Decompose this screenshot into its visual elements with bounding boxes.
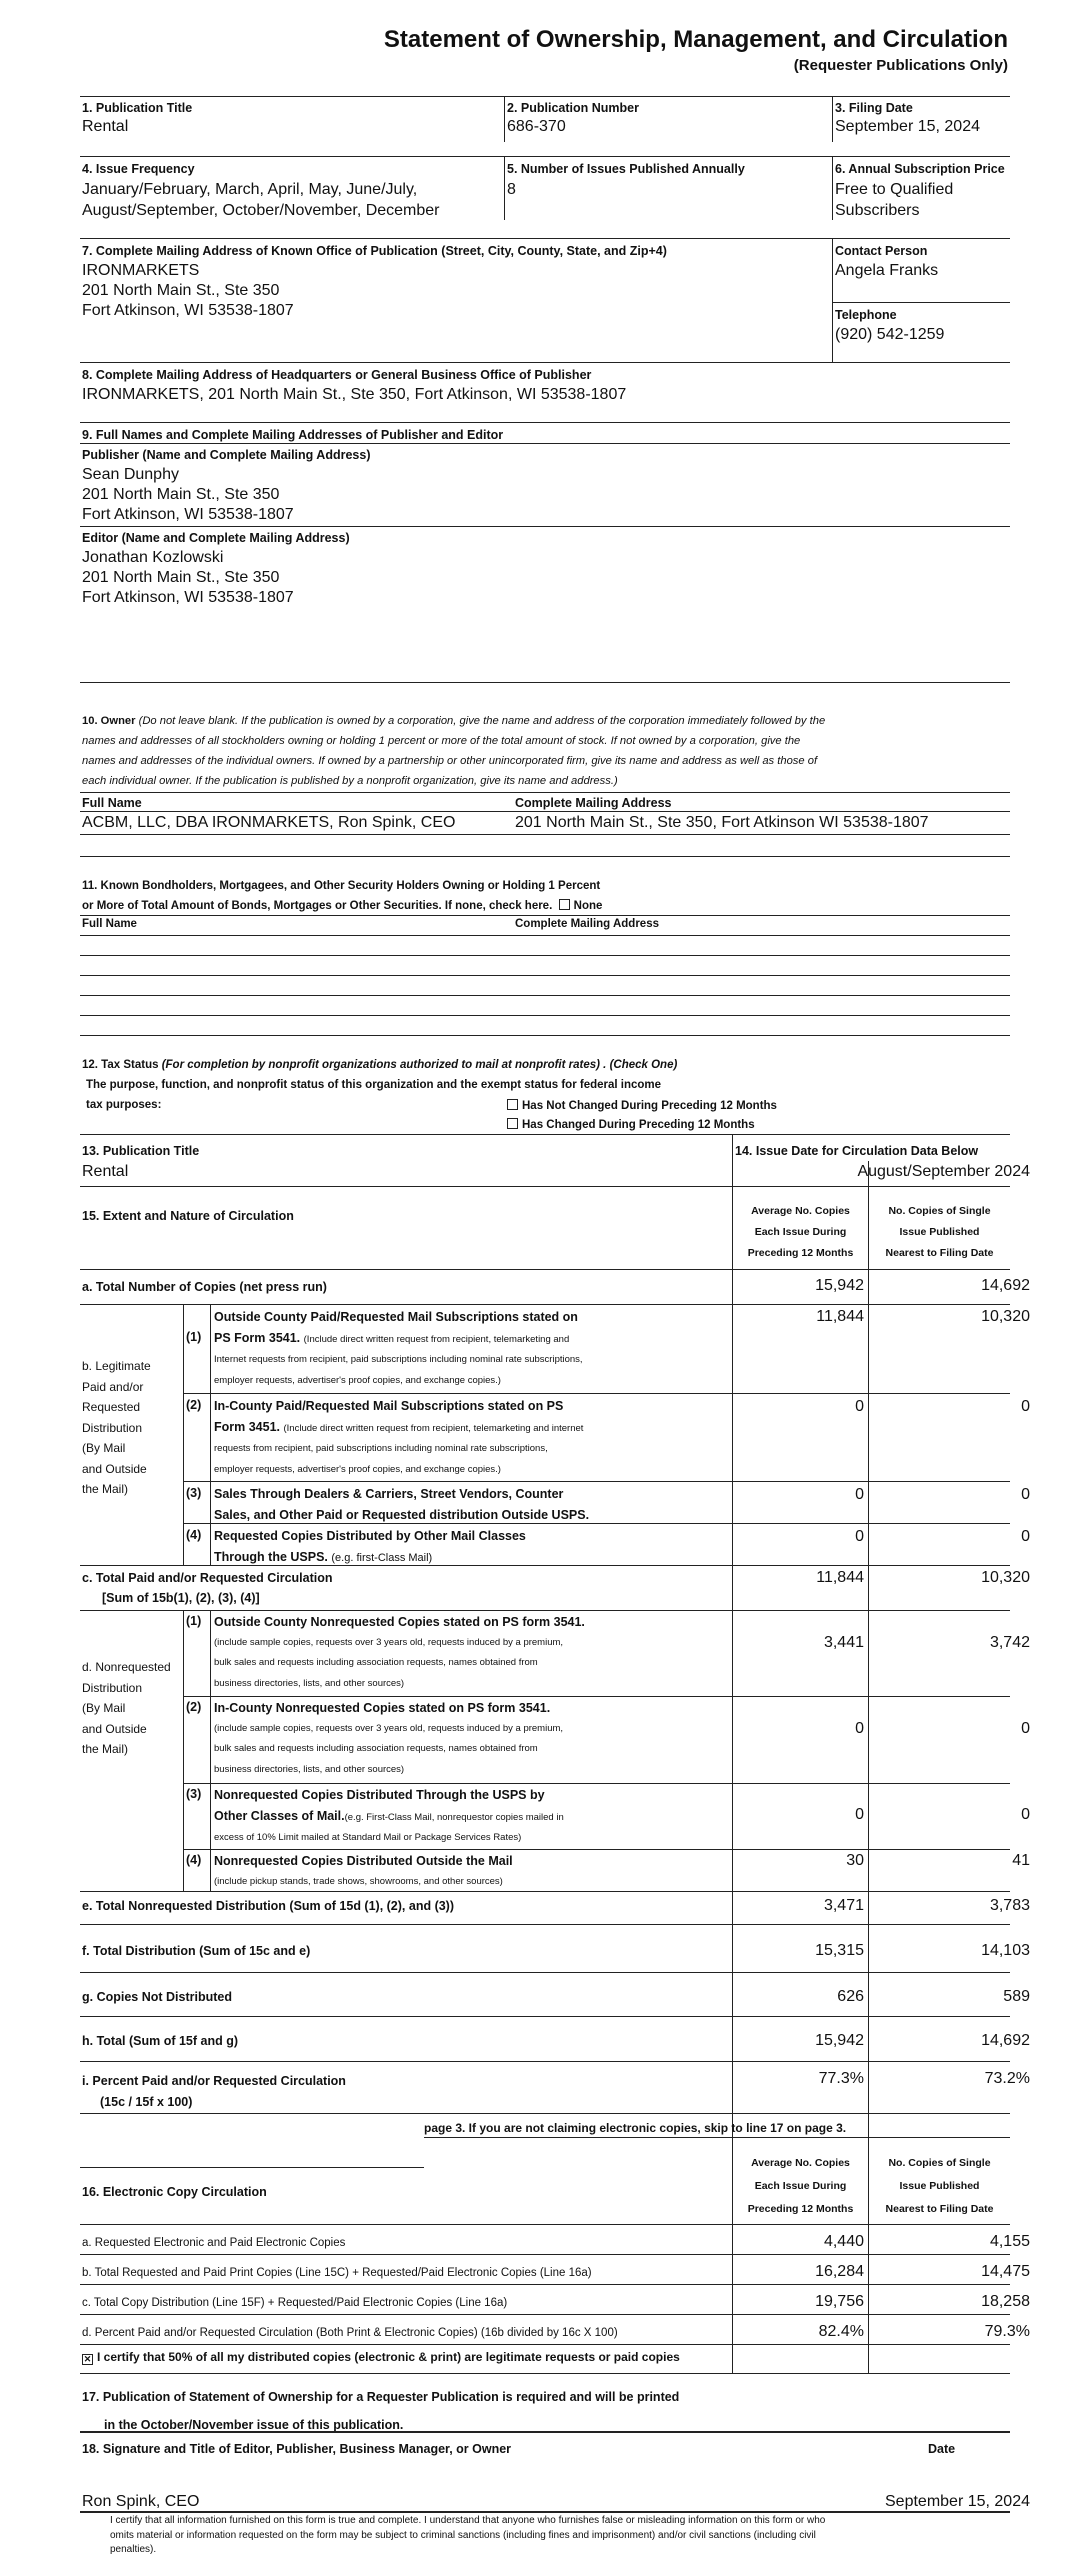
row-16d-avg: 82.4% [818, 2323, 864, 2340]
editor-name: Jonathan Kozlowski [82, 549, 224, 566]
row-a-single: 14,692 [981, 1277, 1030, 1294]
row-d4-avg: 30 [846, 1852, 864, 1869]
row-c-label: c. Total Paid and/or Requested Circulation [Sum of 15b(1), (2), (3), (4)] [82, 1571, 333, 1605]
signature-date: September 15, 2024 [885, 2493, 1030, 2510]
row-a-avg: 15,942 [815, 1277, 864, 1294]
avg-copies-header: Average No. Copies Each Issue During Preceding 12 Months [747, 1205, 854, 1259]
owner-address: 201 North Main St., Ste 350, Fort Atkinson WI 53538-1807 [515, 814, 929, 831]
row-e-avg: 3,471 [823, 1897, 864, 1914]
row-g-avg: 626 [837, 1988, 864, 2005]
office-address-line1: IRONMARKETS [82, 262, 200, 279]
row-b1-text: Outside County Paid/Requested Mail Subscriptions stated on PS Form 3541. (Include direct written request from recipient, telemarketing and Internet requests from recipient, paid subscriptions including nominal rate subscriptions, employer requests, advertiser's proof copies, and exchange copies.) [214, 1310, 583, 1386]
row-d4-num: (4) [186, 1853, 202, 1867]
row-b3-text: Sales Through Dealers & Carriers, Street Vendors, Counter Sales, and Other Paid or Requested distribution Outside USPS. [214, 1487, 590, 1522]
row-d1-num: (1) [186, 1614, 202, 1628]
row-d-side-label: d. Nonrequested Distribution (By Mail and Outside the Mail) [82, 1660, 171, 1756]
issue-frequency-line1: January/February, March, April, May, June/July, [82, 181, 418, 198]
row-g-label: g. Copies Not Distributed [82, 1990, 232, 2004]
row-f-single: 14,103 [981, 1942, 1030, 1959]
contact-person-label: Contact Person [835, 244, 928, 258]
hq-address-label: 8. Complete Mailing Address of Headquarters or General Business Office of Publisher [82, 368, 592, 382]
electronic-circulation-label: 16. Electronic Copy Circulation [82, 2185, 267, 2199]
owner-col-name: Full Name [82, 796, 142, 810]
row-b2-single: 0 [1021, 1398, 1030, 1415]
row-h-single: 14,692 [981, 2032, 1030, 2049]
bondholders-col-address: Complete Mailing Address [515, 918, 659, 930]
bondholders-line1: 11. Known Bondholders, Mortgagees, and Other Security Holders Owning or Holding 1 Percent [82, 880, 601, 892]
row-d2-avg: 0 [855, 1720, 864, 1737]
row-16a-label: a. Requested Electronic and Paid Electronic Copies [82, 2237, 346, 2249]
row-b1-avg: 11,844 [816, 1308, 864, 1325]
issue-frequency-line2: August/September, October/November, December [82, 202, 440, 219]
row-b1-single: 10,320 [981, 1308, 1030, 1325]
row-a-label: a. Total Number of Copies (net press run) [82, 1280, 327, 1294]
subscription-price-line1: Free to Qualified [835, 181, 954, 198]
row-16b-single: 14,475 [981, 2263, 1030, 2280]
row-b2-num: (2) [186, 1398, 202, 1412]
row-c-avg: 11,844 [816, 1569, 864, 1586]
row-b2-avg: 0 [855, 1398, 864, 1415]
row-b4-num: (4) [186, 1528, 202, 1542]
e-single-copies-header: No. Copies of Single Issue Published Nearest to Filing Date [885, 2157, 994, 2215]
editor-city: Fort Atkinson, WI 53538-1807 [82, 589, 294, 606]
row-16d-label: d. Percent Paid and/or Requested Circulation (Both Print & Electronic Copies) (16b divided by 16c X 100) [82, 2327, 618, 2339]
certify-50-percent[interactable]: ✕ I certify that 50% of all my distributed copies (electronic & print) are legitimate requests or paid copies [83, 2350, 680, 2364]
row-16c-single: 18,258 [981, 2293, 1030, 2310]
owner-instructions: 10. Owner (Do not leave blank. If the publication is owned by a corporation, give the name and address of the corporation immediately followed by the names and addresses of all stockholders owning or holding 1 percent or more of the total amount of stock. If not owned by a corporation, give the names and addresses of the individual owners. If owned by a partnership or other unincorporated firm, give its name and address as well as those of each individual owner. If the publication is published by a nonprofit organization, give its name and address.) [82, 715, 826, 787]
skip-note: page 3. If you are not claiming electronic copies, skip to line 17 on page 3. [424, 2121, 847, 2135]
bondholders-col-name: Full Name [82, 918, 137, 930]
row-b3-num: (3) [186, 1486, 202, 1500]
row-d3-single: 0 [1021, 1806, 1030, 1823]
row-d2-single: 0 [1021, 1720, 1030, 1737]
tax-status-option-changed[interactable]: Has Changed During Preceding 12 Months [507, 1118, 755, 1131]
circulation-label: 15. Extent and Nature of Circulation [82, 1209, 294, 1223]
none-checkbox[interactable] [559, 899, 570, 910]
names-addresses-label: 9. Full Names and Complete Mailing Addresses of Publisher and Editor [82, 428, 504, 442]
tax-status-heading: 12. Tax Status (For completion by nonprofit organizations authorized to mail at nonprofit rates) . (Check One) [82, 1059, 678, 1071]
issue-date-label: 14. Issue Date for Circulation Data Below [735, 1144, 979, 1158]
row-e-label: e. Total Nonrequested Distribution (Sum of 15d (1), (2), and (3)) [82, 1899, 455, 1913]
e-avg-copies-header: Average No. Copies Each Issue During Preceding 12 Months [747, 2157, 854, 2215]
publication-title-value: Rental [82, 118, 129, 135]
statement-17: 17. Publication of Statement of Ownership for a Requester Publication is required and will be printed in the October/November issue of this publication. [82, 2390, 680, 2432]
publisher-label: Publisher (Name and Complete Mailing Address) [82, 448, 371, 462]
row-d3-num: (3) [186, 1787, 202, 1801]
filing-date-value: September 15, 2024 [835, 118, 980, 135]
filing-date-label: 3. Filing Date [835, 101, 913, 115]
row-b4-avg: 0 [855, 1528, 864, 1545]
row-i-label: i. Percent Paid and/or Requested Circulation (15c / 15f x 100) [82, 2074, 346, 2109]
tax-status-line2: The purpose, function, and nonprofit status of this organization and the exempt status for federal income [86, 1079, 662, 1091]
certification-fine-print: I certify that all information furnished on this form is true and complete. I understand that anyone who furnishes false or misleading information on this form or who omits material or information requested on the form may be subject to criminal sanctions (including fines and imprisonment) and/or civil sanctions (including civil penalties). [110, 2515, 826, 2555]
row-d1-text: Outside County Nonrequested Copies stated on PS form 3541. (include sample copies, requests over 3 years old, requests induced by a premium, bulk sales and requests including association requests, names obtained from business directories, lists, and other sources) [214, 1615, 585, 1689]
row-d2-num: (2) [186, 1700, 202, 1714]
issue-frequency-label: 4. Issue Frequency [82, 162, 195, 176]
row-16a-avg: 4,440 [823, 2233, 864, 2250]
row-f-label: f. Total Distribution (Sum of 15c and e) [82, 1944, 311, 1958]
row-d1-single: 3,742 [989, 1634, 1030, 1651]
pub-title-13-label: 13. Publication Title [82, 1144, 200, 1158]
certify-checkbox[interactable]: ✕ [83, 2354, 92, 2364]
row-b4-single: 0 [1021, 1528, 1030, 1545]
tax-status-option-not-changed[interactable]: Has Not Changed During Preceding 12 Months [507, 1099, 777, 1112]
tax-status-line3: tax purposes: [86, 1099, 162, 1111]
row-d4-single: 41 [1012, 1852, 1030, 1869]
issue-date-value: August/September 2024 [857, 1163, 1030, 1180]
row-b4-text: Requested Copies Distributed by Other Mail Classes Through the USPS. (e.g. first-Class Mail) [214, 1529, 526, 1564]
office-address-label: 7. Complete Mailing Address of Known Office of Publication (Street, City, County, State, and Zip+4) [82, 244, 667, 258]
publication-number-value: 686-370 [507, 118, 566, 135]
row-i-single: 73.2% [984, 2070, 1030, 2087]
row-b3-avg: 0 [855, 1486, 864, 1503]
row-i-avg: 77.3% [818, 2070, 864, 2087]
issues-per-year-label: 5. Number of Issues Published Annually [507, 162, 745, 176]
office-address-line3: Fort Atkinson, WI 53538-1807 [82, 302, 294, 319]
issues-per-year-value: 8 [507, 181, 516, 198]
publication-number-label: 2. Publication Number [507, 101, 639, 115]
telephone-value: (920) 542-1259 [835, 326, 945, 343]
publisher-city: Fort Atkinson, WI 53538-1807 [82, 506, 294, 523]
row-c-single: 10,320 [981, 1569, 1030, 1586]
row-16b-avg: 16,284 [815, 2263, 864, 2280]
changed-checkbox[interactable] [507, 1118, 518, 1129]
row-16d-single: 79.3% [984, 2323, 1030, 2340]
row-16a-single: 4,155 [989, 2233, 1030, 2250]
row-d1-avg: 3,441 [823, 1634, 864, 1651]
not-changed-checkbox[interactable] [507, 1099, 518, 1110]
row-d3-avg: 0 [855, 1806, 864, 1823]
owner-col-address: Complete Mailing Address [515, 796, 672, 810]
hq-address-value: IRONMARKETS, 201 North Main St., Ste 350, Fort Atkinson, WI 53538-1807 [82, 386, 627, 403]
row-b1-num: (1) [186, 1330, 202, 1344]
page-subtitle: (Requester Publications Only) [793, 57, 1008, 74]
date-label: Date [928, 2442, 956, 2456]
editor-street: 201 North Main St., Ste 350 [82, 569, 280, 586]
row-16b-label: b. Total Requested and Paid Print Copies (Line 15C) + Requested/Paid Electronic Copies (Line 16a) [82, 2267, 592, 2279]
row-16c-label: c. Total Copy Distribution (Line 15F) + Requested/Paid Electronic Copies (Line 16a) [82, 2297, 508, 2309]
office-address-line2: 201 North Main St., Ste 350 [82, 282, 280, 299]
row-d4-text: Nonrequested Copies Distributed Outside the Mail (include pickup stands, trade shows, showrooms, and other sources) [214, 1854, 513, 1887]
row-f-avg: 15,315 [815, 1942, 864, 1959]
row-e-single: 3,783 [989, 1897, 1030, 1914]
subscription-price-line2: Subscribers [835, 202, 920, 219]
row-g-single: 589 [1003, 1988, 1030, 2005]
row-d3-text: Nonrequested Copies Distributed Through the USPS by Other Classes of Mail.(e.g. First-Class Mail, nonrequestor copies mailed in excess of 10% Limit mailed at Standard Mail or Package Services Rates) [214, 1788, 564, 1843]
row-16c-avg: 19,756 [815, 2293, 864, 2310]
editor-label: Editor (Name and Complete Mailing Address) [82, 531, 350, 545]
single-copies-header: No. Copies of Single Issue Published Nearest to Filing Date [885, 1205, 994, 1259]
bondholders-line2: or More of Total Amount of Bonds, Mortgages or Other Securities. If none, check here. None [82, 900, 603, 912]
signature-label: 18. Signature and Title of Editor, Publisher, Business Manager, or Owner [82, 2442, 512, 2456]
page-title: Statement of Ownership, Management, and Circulation [383, 26, 1008, 53]
telephone-label: Telephone [835, 308, 897, 322]
row-d2-text: In-County Nonrequested Copies stated on PS form 3541. (include sample copies, requests over 3 years old, requests induced by a premium, bulk sales and requests including association requests, names obtained from business directories, lists, and other sources) [214, 1701, 564, 1775]
row-b2-text: In-County Paid/Requested Mail Subscriptions stated on PS Form 3451. (Include direct written request from recipient, telemarketing and internet requests from recipient, paid subscriptions including nominal rate subscriptions, employer requests, advertiser's proof copies, and exchange copies.) [214, 1399, 584, 1475]
publisher-street: 201 North Main St., Ste 350 [82, 486, 280, 503]
contact-person-value: Angela Franks [835, 262, 939, 279]
row-h-avg: 15,942 [815, 2032, 864, 2049]
row-b-side-label: b. Legitimate Paid and/or Requested Distribution (By Mail and Outside the Mail) [82, 1359, 151, 1496]
pub-title-13-value: Rental [82, 1163, 129, 1180]
publisher-name: Sean Dunphy [82, 466, 179, 483]
owner-name: ACBM, LLC, DBA IRONMARKETS, Ron Spink, CEO [82, 814, 456, 831]
row-b3-single: 0 [1021, 1486, 1030, 1503]
signer-name-title: Ron Spink, CEO [82, 2493, 200, 2510]
subscription-price-label: 6. Annual Subscription Price [835, 162, 1005, 176]
publication-title-label: 1. Publication Title [82, 101, 193, 115]
row-h-label: h. Total (Sum of 15f and g) [82, 2034, 239, 2048]
